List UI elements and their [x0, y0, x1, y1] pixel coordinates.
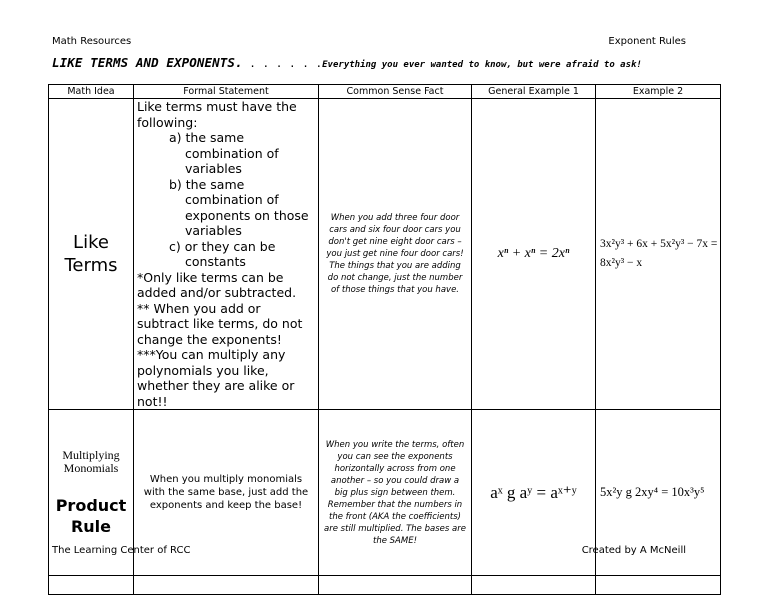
document-title: [52, 52, 642, 71]
multiplying-monomials-line1: Multiplying: [62, 447, 120, 462]
example2-line1: 3x²y³ + 6x + 5x²y³ − 7x =: [600, 238, 718, 250]
product-rule-example-2: 5x²y g 2xy⁴ = 10x³y⁵: [596, 410, 721, 576]
product-rule-title: [49, 495, 133, 537]
title-dots: . . . . . .: [242, 57, 323, 70]
exponent-rules-table: [48, 84, 721, 595]
formal-criteria-item: b) the same combination of exponents on those variables: [169, 176, 309, 238]
like-terms-idea: [49, 99, 134, 410]
product-rule-line2: Rule: [70, 516, 112, 536]
header-left: Math Resources: [52, 36, 132, 47]
title-subtitle: Everything you ever wanted to know, but were afraid to ask!: [322, 60, 642, 70]
product-rule-common-sense-fact: When you write the terms, often you can see the exponents horizontally across from one another – so you could draw a big plus sign between them. Remember that the numbers in the front (AKA the coefficients) are still multiplied. The bases are the SAME!: [319, 410, 472, 576]
header-example-2: Example 2: [596, 85, 721, 99]
product-rule-formal-statement: When you multiply monomials with the same base, just add the exponents and keep the base!: [134, 410, 319, 576]
like-terms-example-2: [596, 99, 721, 410]
footer-right: Created by A McNeill: [581, 545, 686, 556]
empty-cell: [596, 576, 721, 595]
empty-cell: [134, 576, 319, 595]
like-terms-common-sense-fact: When you add three four door cars and six four door cars you don't get nine eight door cars – you just get nine four door cars! The things that you are adding do not change, just the number of those things that you have.: [319, 99, 472, 410]
formal-note: ***You can multiply any polynomials you like, whether they are alike or not!!: [137, 347, 295, 409]
formal-note: *Only like terms can be added and/or subtracted.: [137, 269, 297, 300]
header-right: Exponent Rules: [608, 36, 686, 47]
empty-cell: [319, 576, 472, 595]
like-terms-title-line2: Terms: [64, 255, 118, 276]
footer-left: The Learning Center of RCC: [52, 545, 191, 556]
empty-cell: [49, 576, 134, 595]
formal-note: ** When you add or subtract like terms, do not change the exponents!: [137, 300, 303, 347]
product-rule-general-example: aˣ g aʸ = aˣ⁺ʸ: [472, 410, 596, 576]
formal-intro: Like terms must have the following:: [137, 99, 297, 130]
header-general-example-1: General Example 1: [472, 85, 596, 99]
formal-criteria-list: [137, 130, 315, 270]
like-terms-general-example: xⁿ + xⁿ = 2xⁿ: [472, 99, 596, 410]
title-main: LIKE TERMS AND EXPONENTS.: [52, 55, 243, 70]
multiplying-monomials-line2: Monomials: [63, 460, 119, 475]
product-rule-line1: Product: [55, 495, 127, 515]
like-terms-formal-statement: [134, 99, 319, 410]
header-formal-statement: Formal Statement: [134, 85, 319, 99]
header-math-idea: Math Idea: [49, 85, 134, 99]
header-common-sense-fact: Common Sense Fact: [319, 85, 472, 99]
empty-cell: [472, 576, 596, 595]
formal-criteria-item: c) or they can be constants: [169, 238, 276, 269]
example2-line2: 8x²y³ − x: [600, 257, 643, 269]
formal-criteria-item: a) the same combination of variables: [169, 130, 279, 176]
like-terms-title-line1: Like: [73, 232, 109, 253]
